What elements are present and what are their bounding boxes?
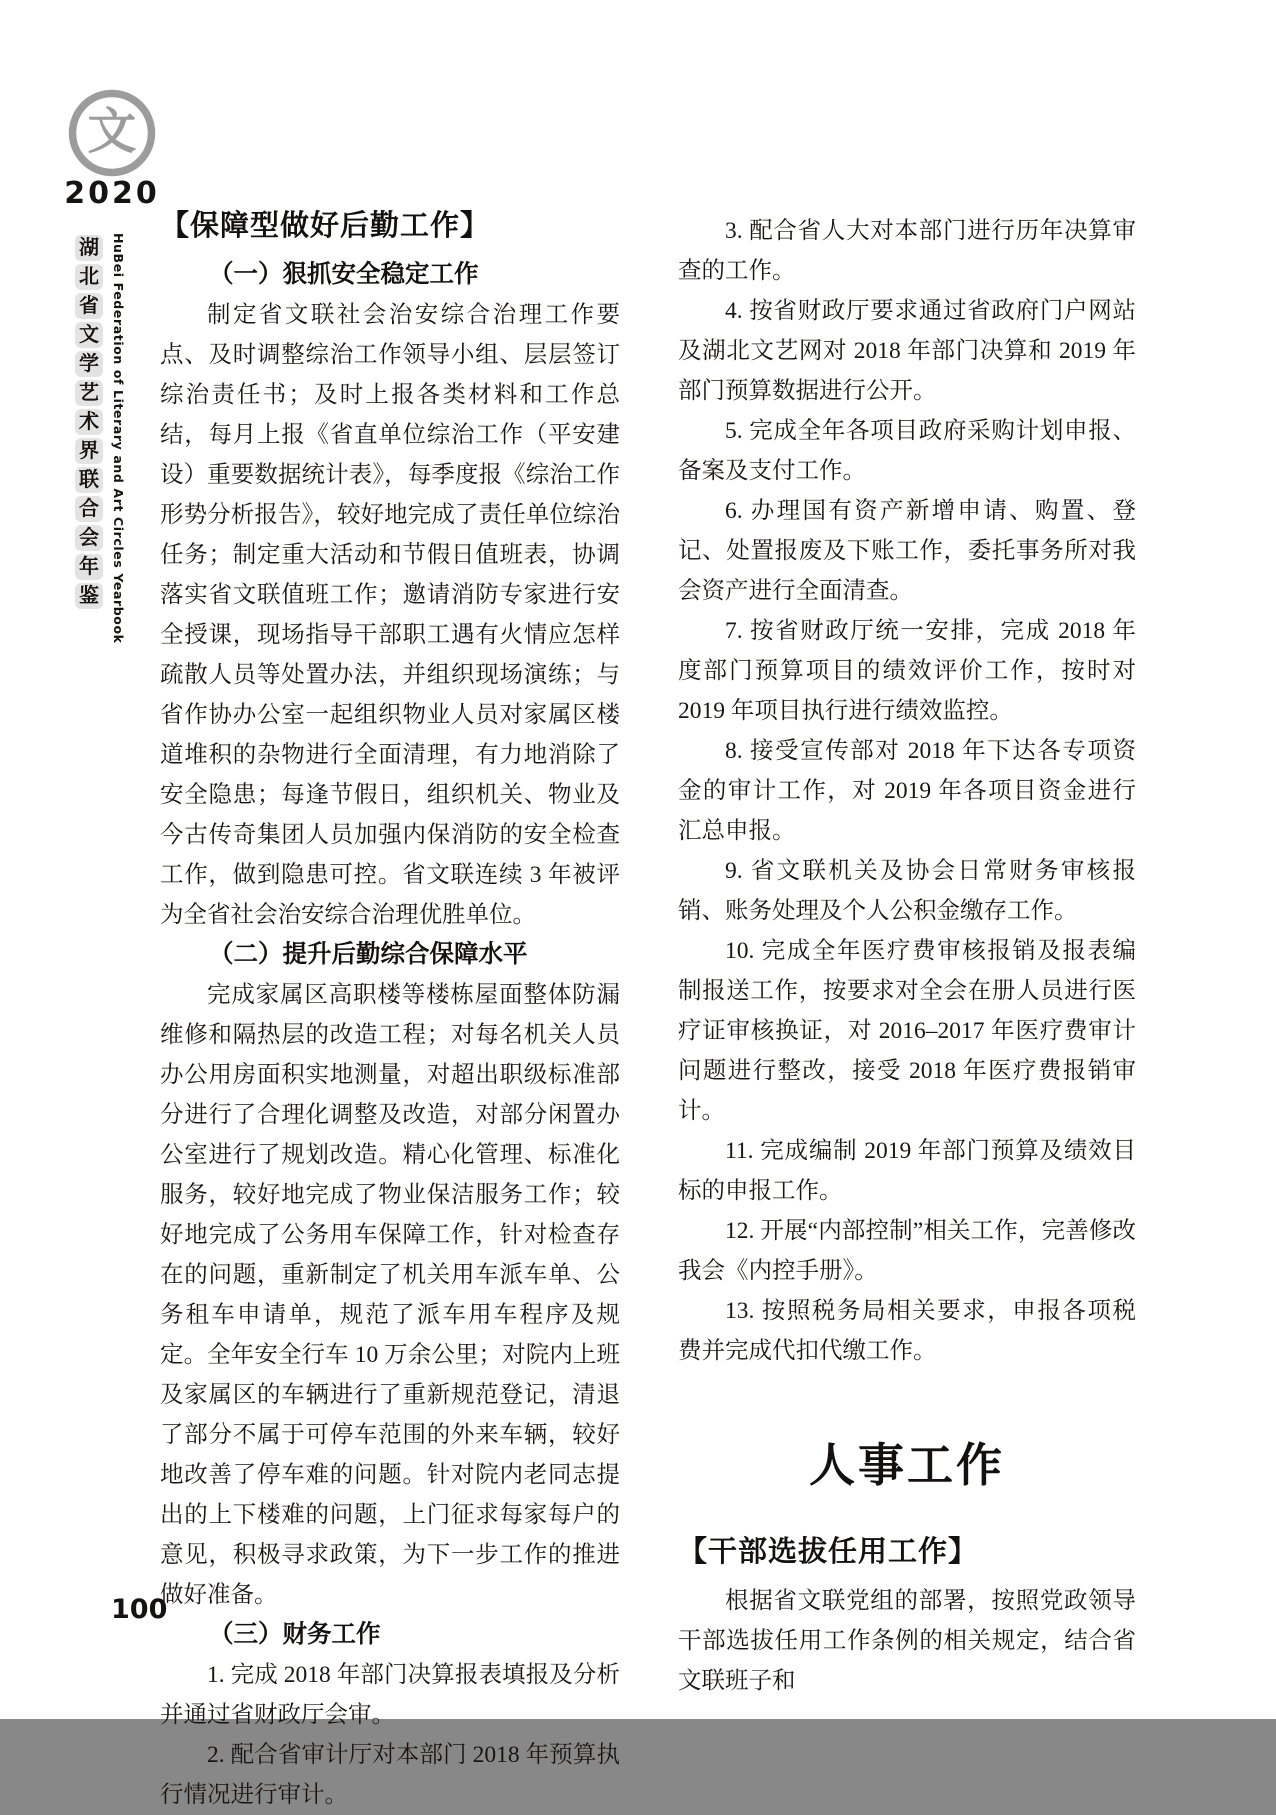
paragraph: 6. 办理国有资产新增申请、购置、登记、处置报废及下账工作，委托事务所对我会资产进行全面清查。: [678, 498, 1136, 604]
sidebar-title-char: 湖: [75, 235, 103, 261]
subheading: （一）狠抓安全稳定工作: [209, 261, 479, 288]
right-column-blocks-2: [678, 1581, 1136, 1701]
page-number: 100: [111, 1594, 168, 1625]
sidebar-english-title: HuBei Federation of Literary and Art Circles Yearbook: [111, 233, 126, 644]
paragraph: 12. 开展“内部控制”相关工作，完善修改我会《内控手册》。: [678, 1218, 1136, 1284]
section-title-cadre-selection: 【干部选拔任用工作】: [678, 1536, 979, 1568]
paragraph: 13. 按照税务局相关要求，申报各项税费并完成代扣代缴工作。: [678, 1298, 1136, 1364]
paragraph: 4. 按省财政厅要求通过省政府门户网站及湖北文艺网对 2018 年部门决算和 2019 年部门预算数据进行公开。: [678, 298, 1136, 404]
paragraph: 1. 完成 2018 年部门决算报表填报及分析并通过省财政厅会审。: [160, 1662, 620, 1728]
sidebar-vertical-title: [75, 235, 103, 609]
paragraph: 完成家属区高职楼等楼栋屋面整体防漏维修和隔热层的改造工程；对每名机关人员办公用房面积实地测量，对超出职级标准部分进行了合理化调整及改造，对部分闲置办公室进行了规划改造。精心化管理、标准化服务，较好地完成了物业保洁服务工作；较好地完成了公务用车保障工作，针对检查存在的问题，重新制定了机关用车派车单、公务租车申请单，规范了派车用车程序及规定。全年安全行车 10 万余公里；对院内上班及家属区的车辆进行了重新规范登记，清退了部分不属于可停车范围的外来车辆，较好地改善了停车难的问题。针对院内老同志提出的上下楼难的问题，上门征求每家每户的意见，积极寻求政策，为下一步工作的推进做好准备。: [160, 982, 620, 1608]
logo-year: 2020: [64, 176, 160, 211]
sidebar-title-char: 年: [75, 554, 103, 580]
paragraph: 2. 配合省审计厅对本部门 2018 年预算执行情况进行审计。: [160, 1742, 620, 1808]
svg-text:文: 文: [87, 105, 137, 160]
paragraph: 制定省文联社会治安综合治理工作要点、及时调整综治工作领导小组、层层签订综治责任书；及时上报各类材料和工作总结，每月上报《省直单位综治工作（平安建设）重要数据统计表》，每季度报《综治工作形势分析报告》，较好地完成了责任单位综治任务；制定重大活动和节假日值班表，协调落实省文联值班工作；邀请消防专家进行安全授课，现场指导干部职工遇有火情应怎样疏散人员等处置办法，并组织现场演练；与省作协办公室一起组织物业人员对家属区楼道堆积的杂物进行全面清理，有力地消除了安全隐患；每逢节假日，组织机关、物业及今古传奇集团人员加强内保消防的安全检查工作，做到隐患可控。省文联连续 3 年被评为全省社会治安综合治理优胜单位。: [160, 302, 620, 928]
sidebar-title-char: 学: [75, 351, 103, 377]
left-column: [160, 205, 620, 1815]
federation-logo-icon: [65, 86, 159, 180]
paragraph: 7. 按省财政厅统一安排，完成 2018 年度部门预算项目的绩效评价工作，按时对 2019 年项目执行进行绩效监控。: [678, 618, 1136, 724]
paragraph: 11. 完成编制 2019 年部门预算及绩效目标的申报工作。: [678, 1138, 1136, 1204]
paragraph: 10. 完成全年医疗费审核报销及报表编制报送工作，按要求对全会在册人员进行医疗证审核换证，对 2016–2017 年医疗费审计问题进行整改，接受 2018 年医疗费报销审计。: [678, 938, 1136, 1124]
sidebar-title-char: 北: [75, 264, 103, 290]
subheading: （三）财务工作: [209, 1621, 381, 1648]
paragraph: 8. 接受宣传部对 2018 年下达各专项资金的审计工作，对 2019 年各项目资金进行汇总申报。: [678, 738, 1136, 844]
right-column-blocks: [678, 211, 1136, 1371]
subheading: （二）提升后勤综合保障水平: [209, 941, 528, 968]
sidebar-title-char: 艺: [75, 380, 103, 406]
sidebar-title-char: 界: [75, 438, 103, 464]
sidebar-title-char: 会: [75, 525, 103, 551]
paragraph: 根据省文联党组的部署，按照党政领导干部选拔任用工作条例的相关规定，结合省文联班子和: [678, 1588, 1136, 1694]
paragraph: 9. 省文联机关及协会日常财务审核报销、账务处理及个人公积金缴存工作。: [678, 858, 1136, 924]
section-title-logistics: 【保障型做好后勤工作】: [160, 210, 491, 242]
sidebar-title-char: 合: [75, 496, 103, 522]
chapter-heading-personnel: 人事工作: [809, 1439, 1005, 1491]
sidebar-title-char: 省: [75, 293, 103, 319]
sidebar-title-char: 术: [75, 409, 103, 435]
left-column-blocks: [160, 255, 620, 1815]
sidebar-title-char: 文: [75, 322, 103, 348]
right-column: [678, 211, 1136, 1701]
paragraph: 3. 配合省人大对本部门进行历年决算审查的工作。: [678, 218, 1136, 284]
paragraph: 5. 完成全年各项目政府采购计划申报、备案及支付工作。: [678, 418, 1136, 484]
sidebar-title-char: 联: [75, 467, 103, 493]
logo: [60, 86, 164, 211]
sidebar-title-char: 鉴: [75, 583, 103, 609]
